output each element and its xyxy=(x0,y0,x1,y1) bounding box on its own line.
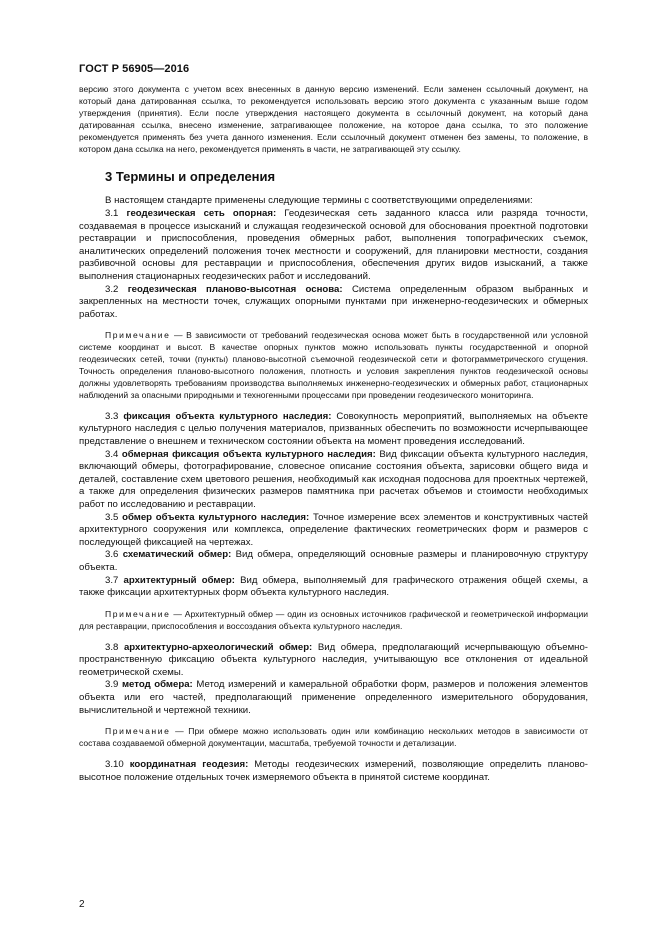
note-1 xyxy=(79,330,588,401)
note-3 xyxy=(79,726,588,750)
note-text: — Архитектурный обмер — один из основных источников графической и геометрической информации для реставрации, приспособления и воссоздания объекта культурного наследия. xyxy=(79,608,588,631)
term-number: 3.7 xyxy=(105,574,119,586)
term-number: 3.3 xyxy=(105,410,119,422)
term-3-2 xyxy=(79,284,588,322)
term-definition: Вид обмера, определяющий основные размеры и планировочную структуру объекта. xyxy=(79,549,588,573)
term-3-3 xyxy=(79,411,588,449)
term-3-4 xyxy=(79,449,588,512)
term-name: обмер объекта культурного наследия: xyxy=(122,511,310,523)
term-definition: Совокупность мероприятий, выполняемых на объекте культурного наследия с целью получения материалов, призванных обеспечить по возможности исчерпывающее представление о внешнем и техническом состоянии объекта на момент проведения исследований. xyxy=(79,410,588,447)
term-number: 3.9 xyxy=(105,679,119,691)
section-lead: В настоящем стандарте применены следующие термины с соответствующими определениями: xyxy=(105,195,533,207)
term-3-6 xyxy=(79,549,588,574)
term-name: фиксация объекта культурного наследия: xyxy=(123,410,332,422)
section-title: 3 Термины и определения xyxy=(105,169,276,185)
note-text: — В зависимости от требований геодезическая основа может быть в государственной или условной системе координат и высот. В качестве опорных пунктов можно использовать пункты государственной и опорной геодезических сетей, точки (пункты) планово-высотной съемочной геодезической сети и фотограмметрического сгущения. Точность определения планово-высотного положения, плотность и условия закрепления пунктов геодезической основы должны удовлетворять требованиям производства выполняемых инженерно-геодезических и обмерных работ, стационарных наблюдений за опасными природными и техногенными процессами при проведении геодезического мониторинга. xyxy=(79,330,589,400)
term-definition: Точное измерение всех элементов и конструктивных частей архитектурного сооружения или комплекса, определение фактических геометрических форм и размеров с последующей фиксацией на чертежах. xyxy=(79,511,589,548)
term-name: геодезическая планово-высотная основа: xyxy=(127,283,343,295)
term-3-8 xyxy=(79,642,588,680)
term-number: 3.4 xyxy=(105,448,119,460)
document-header: ГОСТ Р 56905—2016 xyxy=(79,63,190,75)
note-label: Примечание xyxy=(105,608,171,619)
page-content xyxy=(79,84,588,784)
intro-paragraph: версию этого документа с учетом всех внесенных в данную версию изменений. Если заменен ссылочный документ, на который дана датированная ссылка, то рекомендуется использовать версию этого документа с указанным выше годом утверждения (принятия). Если после утверждения настоящего документа в ссылочный документ, на который дана датированная ссылка, внесено изменение, затрагивающее положение, на которое дана ссылка, то это положение рекомендуется применять без учета данного изменения. Если ссылочный документ отменен без замены, то положение, в котором дана ссылка на него, рекомендуется применять в части, не затрагивающей эту ссылку. xyxy=(79,84,588,154)
term-3-1 xyxy=(79,208,588,284)
term-definition: Вид обмера, выполняемый для графического отражения общей схемы, а также фиксации архитектурных форм объекта культурного наследия. xyxy=(79,574,588,599)
term-definition: Система определенным образом выбранных и закрепленных на местности точек, служащих опорными пунктами при инженерно-геодезических и обмерных работах. xyxy=(79,283,588,320)
term-number: 3.8 xyxy=(105,641,119,653)
term-definition: Вид обмера, предполагающий исчерпывающую объемно-пространственную фиксацию объекта культурного наследия, учитывающую все отклонения от идеальной геометрической схемы. xyxy=(79,641,589,678)
term-definition: Методы геодезических измерений, позволяющие определить планово-высотное положение отдельных точек измеряемого объекта в принятой системе координат. xyxy=(79,758,588,783)
note-label: Примечание xyxy=(105,330,171,341)
term-name: геодезическая сеть опорная: xyxy=(126,208,277,220)
term-number: 3.10 xyxy=(105,758,124,770)
term-definition: Метод измерений и камеральной обработки форм, размеров и положения элементов объекта или его частей, предполагающий применение определенного измерительного оборудования, вычислительной и чертежной техники. xyxy=(79,679,588,716)
note-2 xyxy=(79,609,588,633)
term-name: схематический обмер: xyxy=(122,549,232,561)
term-3-10 xyxy=(79,759,588,784)
term-3-7 xyxy=(79,575,588,600)
term-3-5 xyxy=(79,512,588,550)
term-name: обмерная фиксация объекта культурного наследия: xyxy=(121,448,376,460)
term-number: 3.6 xyxy=(105,549,119,561)
note-label: Примечание xyxy=(105,726,171,737)
note-text: — При обмере можно использовать один или комбинацию нескольких методов в зависимости от состава создаваемой обмерной документации, масштаба, требуемой точности и детализации. xyxy=(79,726,589,748)
term-name: метод обмера: xyxy=(121,679,193,691)
term-number: 3.1 xyxy=(105,208,119,220)
term-name: архитектурно-археологический обмер: xyxy=(123,641,313,653)
term-name: архитектурный обмер: xyxy=(123,574,235,586)
term-number: 3.5 xyxy=(105,511,119,523)
page-number: 2 xyxy=(79,899,85,910)
term-3-9 xyxy=(79,679,588,717)
term-definition: Вид фиксации объекта культурного наследия, включающий обмеры, фотографирование, словесное описание состояния объекта, зарисовки общего вида и деталей, составление схем цветового решения, необходимый как исходная подоснова для проектных чертежей, а также для определения физических размеров памятника при расчетах объемов и стоимости необходимых работ по исследованию и реставрации. xyxy=(79,448,589,510)
term-name: координатная геодезия: xyxy=(129,758,249,770)
term-definition: Геодезическая сеть заданного класса или разряда точности, создаваемая в процессе изысканий и служащая геодезической основой для обоснования проектной подготовки реставрации и приспособления, проведения обмерных работ, выполнения топографических съемок, аналитических определений положения точек местности и сооружений, для планировки местности, создания разбивочной основы для реставрации и приспособления, обеспечения других видов изысканий, а также выполнения стационарных геодезических работ и исследований. xyxy=(79,208,589,282)
term-number: 3.2 xyxy=(105,283,119,295)
